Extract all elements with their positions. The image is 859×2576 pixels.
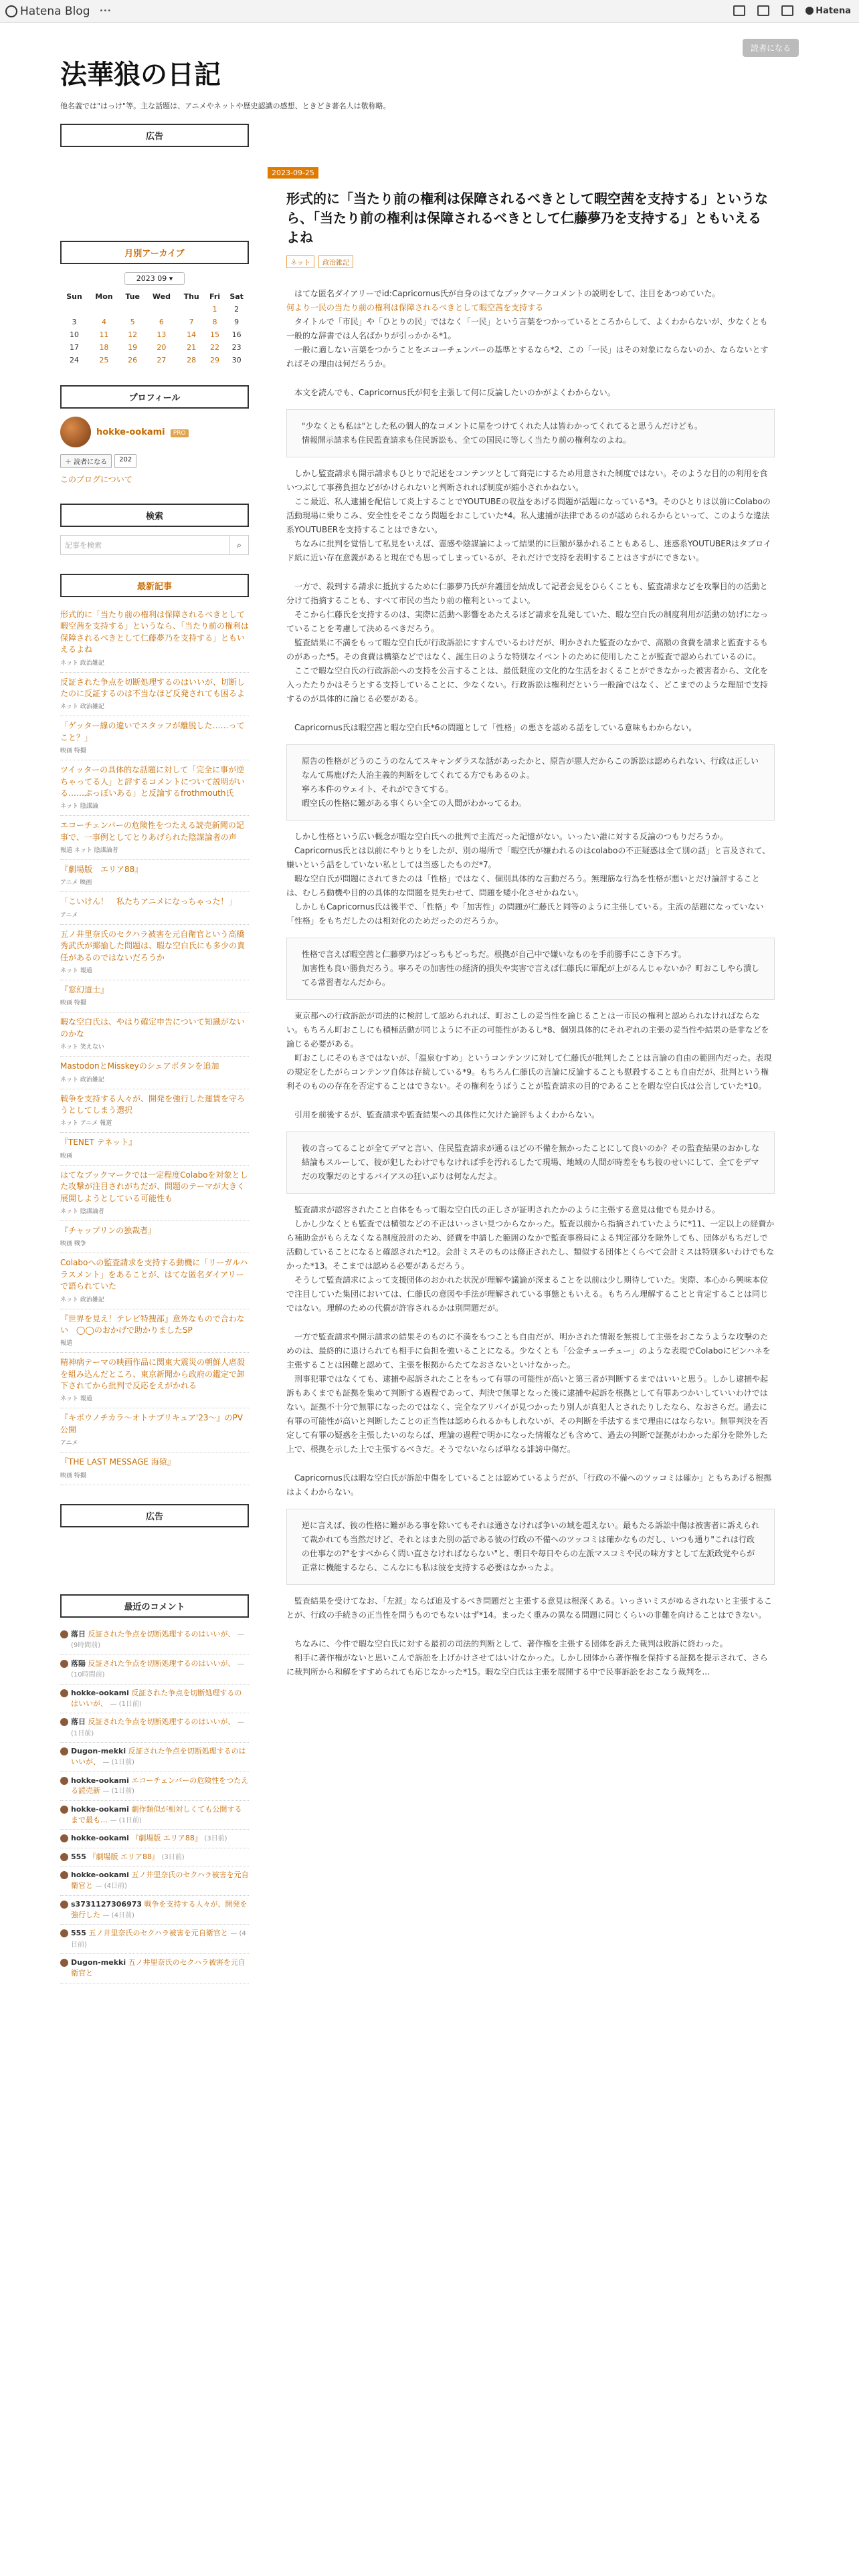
recent-entry-link[interactable]: 「こいけん！ 私たちアニメになっちゃった！」 [60,897,237,907]
calendar-day[interactable]: 14 [187,330,197,339]
recent-entry-categories[interactable]: ネット 報道 [60,968,92,975]
calendar-weekday: Fri [209,292,221,301]
comment-item [60,1848,249,1867]
recent-entry [60,1133,249,1165]
recent-entries-module [60,574,249,1485]
recent-entry [60,1353,249,1408]
comment-date: — (1日前) [110,1816,142,1824]
recent-entry-link[interactable]: 暇な空白氏は、やはり確定申告について知識がないのかな [60,1017,245,1039]
calendar-day[interactable]: 22 [210,343,220,352]
recent-entry [60,1309,249,1354]
paragraph: ここで暇な空白氏の行政訴訟への支持を公言することは、最低限度の文化的な生活をおくることができなかった被害者から、文化を入ったたりかはそうとする支持していることに、少なくない。行政訴訟は権利だという一般論ではなく、どこまでのような理屈で支持するのが具体的に論じる必要がある。 [286,666,769,704]
recent-entry-link[interactable]: 「ゲッター線の違いでスタッフが離脱した……ってこと？」 [60,721,245,742]
calendar-day [60,303,88,316]
recent-entry-link[interactable]: エコーチェンバーの危険性をつたえる読売新聞の記事で、一事例としてとりあげられた陰謀論者の声 [60,821,244,842]
recent-entry [60,1166,249,1221]
user-avatar-icon[interactable] [60,1834,68,1842]
paragraph: Capricornus氏とは以前にやりとりをしたが、別の場所で「暇空氏が嫌われるのはcolaboの不正疑惑は全て別の話」と言及されて、嫌いという話をしていない私としては当惑したものだ*7。 [286,846,771,869]
comment-item [60,1925,249,1954]
comment-date: — (10時間前) [71,1660,244,1679]
calendar-day[interactable]: 2 [234,305,240,314]
paragraph: 監査結果を受けてなお、「左派」ならば追及するべき問題だと主張する意見は根深くある。いっさいミスがゆるされないと主張することが、行政の手続きの正当性を問うものでもないはず*14。まったく重みの異なる問題に同じくらいの非難を向けることはできない。 [286,1596,773,1620]
calendar-day[interactable]: 29 [210,356,220,364]
recent-entry-categories[interactable]: ネット 政治雑記 [60,704,104,711]
follow-button[interactable]: ＋ 読者になる [60,454,112,468]
paragraph: ちなみに批判を覚悟して私見をいえば、霊感や陰謀論によって結果的に巨額が暴かれることもあるし、迷惑系YOUTUBERはタブロイド紙に近い存在意義があると現在でも思ってしまっているが、それだけで支持を表明することはさすがにできない。 [286,539,771,562]
comment-entry-link[interactable]: 五ノ井里奈氏のセクハラ被害を元自衛官と [71,1958,246,1978]
ad-module [60,124,249,222]
comment-user[interactable]: s3731127306973 [71,1899,142,1909]
recent-entry [60,1253,249,1309]
blockquote: "少なくとも私は"とした私の個人的なコメントに星をつけてくれた人は皆わかってくれてると思うんだけども。 情報開示請求も住民監査請求も住民訴訟も、全ての国民に等しく当たり前の権利なのよね。 [286,409,775,457]
comment-item [60,1743,249,1772]
subscribe-button[interactable]: 読者になる [743,39,799,57]
recent-entry-link[interactable]: 形式的に「当たり前の権利は保障されるべきとして暇空茜を支持する」というなら、「当たり前の権利は保障されるべきとして仁藤夢乃を支持する」ともいえるよね [60,610,250,655]
calendar-day[interactable]: 3 [72,318,77,326]
calendar-weekday: Sun [66,292,82,301]
comment-item [60,1713,249,1743]
recent-entry-link[interactable]: はてなブックマークでは一定程度Colaboを対象とした攻撃が注目されがちだが、問題のテーマが大きく展開しようとしている可能性も [60,1170,248,1203]
comment-user[interactable]: hokke-ookami [71,1688,129,1697]
user-avatar-icon[interactable] [60,1747,68,1755]
comment-entry-link[interactable]: 五ノ井里奈氏のセクハラ被害を元自衛官と [71,1870,249,1891]
comment-user[interactable]: 555 [71,1929,86,1938]
ad-module-2 [60,1504,249,1576]
profile-avatar[interactable] [60,417,91,447]
calendar-day[interactable]: 18 [99,343,109,352]
comment-item [60,1655,249,1685]
recent-entry-link[interactable]: 戦争を支持する人々が、開発を強行した運賃を守ろうとしてしまう選択 [60,1093,246,1115]
paragraph: 東京都への行政訴訟が司法的に検討して認められれば、町おこしの妥当性を論じることは一市民の権利と認められなければならない。もちろん町おこしにも積極活動が同じように不正の可能性があるし*8、個別具体的にそれぞれの主張の妥当性や結果の是非などを論じる必要がある。 [286,1011,769,1049]
recent-comments-title: 最近のコメント [60,1594,249,1618]
comment-date: — (9時間前) [71,1630,244,1650]
calendar-weekday: Thu [183,292,199,301]
calendar-day[interactable]: 4 [101,318,106,326]
calendar-day[interactable]: 1 [212,305,217,314]
about-blog-link[interactable]: このブログについて [60,475,132,484]
hatena-logo-icon [5,5,17,17]
paragraph: 一方で、殺到する請求に抵抗するために仁藤夢乃氏が弁護団を結成して記者会見をひらくことも、監査請求などを攻撃目的の活動と分けて指摘することも、すべて市民の当たり前の権利といってよい。 [286,582,768,605]
recent-entry [60,716,249,760]
ad-title: 広告 [60,124,249,147]
article-date[interactable]: 2023-09-25 [268,167,318,179]
calendar-day[interactable]: 9 [234,318,240,326]
hatena-blog-logo-text: Hatena Blog [20,4,90,18]
comment-entry-link[interactable]: 反証された争点を切断処理するのはいいが、 [88,1717,235,1727]
calendar-day[interactable]: 17 [70,343,79,352]
comment-item [60,1954,249,1983]
hatena-label: Hatena [816,5,851,16]
blockquote: 性格で言えば暇空茜と仁藤夢乃はどっちもどっちだ。根拠が自己中で嫌いなものを手前勝手にこき下ろす。 加害性も良い勝負だろう。寧ろその加害性の経済的損失や実害で言えば仁藤氏に軍配が上がるんじゃないか？町おこしやら潰してる常習者なんだから。 [286,938,775,1000]
comment-item [60,1830,249,1848]
recent-entry [60,816,249,860]
paragraph: 監査結果に不満をもって暇な空白氏が行政訴訟にすすんでいるわけだが、明かされた監査のなかで、高額の食費を請求と監査するものがあった*5。その食費は構築などではなく、誕生日のような特別なイベントのために使用したことが監査で認められているのに。 [286,638,768,661]
comment-user[interactable]: 落日 [71,1717,86,1727]
comment-date: — (1日前) [102,1759,134,1766]
search-title: 検索 [60,504,249,527]
recent-entry-categories[interactable]: 報道 [60,1340,73,1348]
recent-entry-categories[interactable]: 映画 戦争 [60,1241,86,1248]
comment-date: — (1日前) [110,1700,142,1708]
comment-item [60,1626,249,1655]
calendar-day[interactable]: 12 [128,330,138,339]
comment-user[interactable]: 555 [71,1852,86,1861]
archive-module [60,241,249,366]
comment-user[interactable]: Dugon-mekki [71,1958,126,1967]
calendar-day[interactable]: 15 [210,330,220,339]
profile-module [60,385,249,485]
recent-entry-categories[interactable]: 映画 [60,1152,73,1160]
paragraph: ちなみに、今件で暇な空白氏に対する最初の司法的判断として、著作権を主張する団体を訴えた裁判は敗訴に終わった。 [294,1639,728,1648]
user-avatar-icon[interactable] [60,1718,68,1726]
user-avatar-icon[interactable] [60,1806,68,1814]
recent-entry [60,860,249,892]
profile-title: プロフィール [60,385,249,409]
comment-entry-link[interactable]: 反証された争点を切断処理するのはいいが、 [71,1688,242,1708]
user-avatar-icon[interactable] [60,1901,68,1909]
comment-date: (3日前) [204,1835,227,1843]
search-icon[interactable]: ⌕ [230,535,249,555]
comment-entry-link[interactable]: 戦争を支持する人々が、開発を強行した [71,1899,248,1919]
comment-user[interactable]: 落陽 [71,1658,86,1668]
article [268,167,796,1679]
menu-more-icon[interactable]: ••• [99,7,112,15]
article-title[interactable]: 形式的に「当たり前の権利は保障されるべきとして暇空茜を支持する」というなら、「当たり前の権利は保障されるべきとして仁藤夢乃を支持する」ともいえるよね [286,191,768,245]
hatena-anond-link[interactable]: 何より一民の当たり前の権利は保障されるべきとして暇空茜を支持する [286,303,544,312]
comment-entry-link[interactable]: 劇作類似が相対しくても公開するまで最も… [71,1804,242,1824]
recent-entry [60,1057,249,1089]
calendar-day[interactable]: 10 [70,330,79,339]
hatena-account-menu[interactable] [805,6,851,16]
user-avatar-icon[interactable] [60,1853,68,1861]
paragraph: しかし少なくとも監査では横領などの不正はいっさい見つからなかった。監査以前から指摘されていたように*11、一定以上の経費から補助金がもらえなくなる制度設計のため、経費を申請した範囲のなかで監査事務局による判定部分を除外しても、団体がもちだしで活動していることになると確認された*12。会計ミスそのものは修正されたし、類似する団体とくらべて会計ミスは特別多いわけでもなかった*13。そこまでは認める必要があるだろう。 [286,1219,775,1271]
calendar-day [120,303,145,316]
recent-comments-module [60,1594,249,1983]
comment-entry-link[interactable]: 反証された争点を切断処理するのはいいが、 [88,1629,235,1638]
blockquote: 彼の言ってることが全てデマと言い、住民監査請求が通るほどの不備を無かったことにして良いのか？その監査結果のおかしな結論もスルーして、彼が犯したわけでもなければ手を汚れるしたて現場、地域の人間が時差をもち彼のせいにして、全てをデマだの攻撃だのとするバイアスの狂いぶりは何なんだよ。 [286,1132,775,1194]
recent-entry-categories[interactable]: 映画 特撮 [60,748,86,755]
calendar-day[interactable]: 13 [157,330,167,339]
user-avatar-icon[interactable] [60,1777,68,1785]
recent-entry-link[interactable]: 五ノ井里奈氏のセクハラ被害を元自衛官という高橋秀武氏が揶揄した問題は、暇な空白氏にも多少の責任があるのではないだろうか [60,929,246,962]
comment-user[interactable]: hokke-ookami [71,1870,129,1880]
calendar-day[interactable]: 20 [157,343,167,352]
search-input[interactable]: 記事を検索 [60,535,230,555]
calendar-day [145,303,177,316]
paragraph: しかし監査請求も開示請求もひとりで記述をコンテンツとして商売にするため用意された制度ではない。そのような目的の利用を食いつぶして事務負担などがかけられないと判断されれば制度が縮小されかねない。 [286,469,768,492]
calendar-day[interactable]: 8 [212,318,217,326]
comment-date: — (4日前) [71,1930,246,1949]
calendar-day[interactable]: 21 [187,343,197,352]
recent-entry [60,925,249,980]
blog-header [60,53,796,112]
paragraph: ここ最近、私人逮捕を配信して炎上することでYOUTUBEの収益をあげる問題が話題になっている*3。そのひとりは以前にColaboの活動現場に乗りこみ、安全性をそこなう問題をおこしていた*4。私人逮捕が法律であるのが認められるからといって、このような違法系YOUTUBERを支持することはできない。 [286,497,771,534]
notification-icon[interactable] [781,5,793,16]
comment-date: — (1日前) [102,1788,134,1796]
calendar-day[interactable]: 27 [157,356,167,364]
recent-entry [60,892,249,924]
recent-entry-categories[interactable]: ネット 報道 [60,1396,92,1403]
recent-entry-categories[interactable]: 報道 ネット 陰謀論者 [60,847,118,855]
paragraph: しかし性格という広い概念が暇な空白氏への批判で主流だった記憶がない。いったい誰に対する反論のつもりだろうか。 [294,832,729,841]
user-avatar-icon[interactable] [60,1660,68,1668]
recent-entry-categories[interactable]: アニメ [60,1440,78,1447]
paragraph: 町おこしにそのもさではないが、「温泉むすめ」というコンテンツに対して仁藤氏が批判したことは言論の自由の範囲内だった。表現の規定をしたがらコンテンツ自体は存続している*9。もちろん仁藤氏の言論に反論することも慰殺することも自由だが、批判という権利そのものの存在を否定することはできない。その権利をうばうことが監査請求の目的であることを暇な空白氏は公言していた*10。 [286,1053,772,1091]
user-avatar-icon[interactable] [60,1630,68,1638]
comment-item [60,1866,249,1895]
recent-entry-categories[interactable]: ネット 政治雑記 [60,1296,104,1303]
recent-entry-categories[interactable]: アニメ 映画 [60,879,92,887]
paragraph: 暇な空白氏が問題にされてきたのは「性格」ではなく、個別具体的な言動だろう。無理筋な行為を性格が悪いとだけ論評することは、むしろ動機や目的の具体的な問題を見失わせて、問題を矮小化させかねない。 [286,874,760,897]
calendar-day[interactable]: 23 [231,343,242,352]
comment-entry-link[interactable]: 『劇場版 エリア88』 [131,1834,202,1843]
comment-user[interactable]: 落日 [71,1629,86,1638]
recent-entry [60,605,249,673]
sidebar [60,124,249,2002]
recent-entry-categories[interactable]: ネット 陰謀論者 [60,1208,104,1215]
recent-entry [60,980,249,1012]
dashboard-icon[interactable] [757,5,769,16]
paragraph: 監査請求が認容されたこと自体をもって暇な空白氏の正しさが証明されたかのように主張する意見は他でも見かける。 [294,1205,721,1214]
calendar-day[interactable]: 25 [99,356,109,364]
calendar-day[interactable]: 7 [189,318,194,326]
recent-entry [60,1089,249,1134]
blog-title[interactable]: 法華狼の日記 [60,59,221,90]
comment-user[interactable]: hokke-ookami [71,1776,129,1785]
edit-icon[interactable] [733,5,745,16]
comment-entry-link[interactable]: エコーチェンバーの危険性をつたえる読売新 [71,1776,249,1796]
recent-entry-categories[interactable]: ネット アニメ 報道 [60,1120,112,1128]
recent-entry-categories[interactable]: ネット 政治雑記 [60,1076,104,1083]
user-avatar-icon[interactable] [60,1689,68,1697]
category-tag[interactable]: ネット [286,255,314,268]
comment-entry-link[interactable]: 五ノ井里奈氏のセクハラ被害を元自衛官と [88,1929,228,1938]
calendar-day[interactable]: 16 [231,330,242,339]
pro-badge: PRO [171,429,189,437]
comment-entry-link[interactable]: 反証された争点を切断処理するのはいいが、 [71,1747,246,1766]
comment-item [60,1685,249,1713]
calendar-day [178,303,205,316]
archive-month-select[interactable]: 2023 09 ▾ [124,272,185,285]
paragraph: Capricornus氏は暇な空白氏が訴訟中傷をしていることは認めているようだが、「行政の不備へのツッコミは確か」ともちあげる根拠はよくわからない。 [286,1473,772,1497]
calendar-weekday: Wed [152,292,171,301]
recent-entry-categories[interactable]: 映画 特撮 [60,1472,86,1479]
paragraph: 一方で監査請求や開示請求の結果そのものに不満をもつことも自由だが、明かされた情報を無視して主張をおこなうような攻撃のためのは、最終的に退けられても相手に負担を強いることになる。少なくとも「公金チューチュー」のような表現でColaboにピンハネを主張することは困難と認めて、主張を根拠からたてなおさないといけなかった。 [286,1332,771,1370]
calendar-day [88,303,120,316]
calendar-day[interactable]: 19 [128,343,138,352]
comment-entry-link[interactable]: 反証された争点を切断処理するのはいいが、 [88,1658,235,1668]
recent-entry-link[interactable]: 『チャップリンの独裁者』 [60,1225,157,1235]
paragraph: 刑事犯罪ではなくても、逮捕や起訴されたことをもって有罪の可能性が高いと第三者が判断するまではいいと思う。しかし逮捕や起訴もあくまでも証拠を集めて判断する過程であって、判決で無罪となった後に逮捕や起訴を根拠として有罪あつかいしていいわけではない。証拠不十分で無罪になったのではなく、完全なアリバイが見つかったり別人が真犯人とされたりしたなら、なおさらだ。過去に有罪の可能性が高いと判断したことの正当性は認められるかもしれないが、その判断を手法するまで理由にはならない。無罪判決を否定して有罪の疑惑を主張したいのならば、理論の過程で明かになった情報なども含めて、過去の判断で証拠がわかった部分を除外した上で、根拠を示した上で主張するべきだ。そうでないならば単なる誹謗中傷だ。 [286,1374,769,1454]
archive-title: 月別アーカイブ [60,241,249,264]
comment-date: (3日前) [161,1853,185,1861]
user-avatar-icon[interactable] [60,1871,68,1879]
archive-calendar [60,290,249,366]
paragraph: そこから仁藤氏を支持するのは、実際に活動へ影響をあたえるほど請求を乱発していた、暇な空白氏の制度利用が活動の妨げになっていることを考慮して決めるべきだろう。 [286,610,769,633]
calendar-weekday: Mon [95,292,113,301]
recent-entry-categories[interactable]: 映画 特撮 [60,1000,86,1007]
paragraph: しかしもCapricornus氏は後半で、「性格」や「加害性」の問題が仁藤氏と同等のように主張している。主流の話題になっていない「性格」をもちだしたのは相対化のためだったのだろうか。 [286,902,764,926]
recent-entry-link[interactable]: 『キボウノチカラ〜オトナプリキュア'23〜』のPV公開 [60,1413,243,1434]
recent-entry [60,760,249,816]
profile-name[interactable]: hokke-ookami [96,427,165,437]
blockquote: 逆に言えば、彼の性格に難がある事を除いてもそれは通さなければ争いの域を超えない。最もたる訴訟中傷は被害者に訴えられて裁かれても当然だけど、それとはまた別の話である彼の行政の不備へのツッコミは確かなものだし、いつも通り"これは行政の仕事なの?"をすべからく問い直さなければならない"と、朝日や毎日やらの左派マスコミや民の味方すとして左派政党やらが正常に機能するなら、こんなにも私は彼を支持する必要はなかったよ。 [286,1509,775,1585]
search-module [60,504,249,555]
recent-entry [60,1453,249,1485]
ad-title-2: 広告 [60,1504,249,1527]
recent-entry-categories[interactable]: ネット 政治雑記 [60,659,104,667]
recent-entry-categories[interactable]: アニメ [60,911,78,919]
comment-date: — (1日前) [71,1719,244,1737]
recent-entry-link[interactable]: MastodonとMisskeyのシェアボタンを追加 [60,1061,219,1071]
recent-entry-link[interactable]: 反証された争点を切断処理するのはいいが、切断したのに反証するのは不当なほど反発されても困るよ [60,677,246,698]
calendar-day[interactable]: 11 [99,330,109,339]
hatena-topbar [0,0,859,23]
hatena-icon [805,7,814,15]
paragraph: 相手に著作権がないと思いこんで訴訟を上げかけさせてはいけなかった。しかし団体から著作権を保持する証拠を提示されて、さらに裁判所から和解をすすめられても応じなかった*15。暇な空白氏は主張を展開する中で民事訴訟をおこなう裁判を... [286,1653,768,1677]
paragraph: 一般に適しない言葉をつかうことをエコーチェンバーの基準とするなら*2、この「一民」はその対象にならないのか、ならないとすればその理由は何だろうか。 [286,345,769,368]
calendar-day[interactable]: 30 [231,356,242,364]
paragraph: Capricornus氏は暇空茜と暇な空白氏*6の問題として「性格」の悪さを認める話をしている意味もわからない。 [294,723,697,732]
calendar-day[interactable]: 24 [70,356,79,364]
paragraph: そうして監査請求によって支援団体のおかれた状況が理解や議論が深まることを以前は少し期待していた。実際、本心から興味本位で注目していた集団においては、仁藤氏の意図や手法が理解されている事態ともいえる。もちろん理解することと肯定することは同じではない。理解のための代償が許容されるかは別問題だが。 [286,1275,769,1313]
recent-entry-link[interactable]: 『窓幻道士』 [60,985,109,995]
recent-entry-link[interactable]: 精神病テーマの映画作品に関東大震災の朝鮮人虐殺を組み込んだところ、東京新聞から政府の鑑定で卸下されてから批判で反応をえがかれる [60,1358,246,1391]
comment-item [60,1801,249,1830]
article-body [286,287,775,1679]
recent-entry-link[interactable]: 『世界を見え！テレビ特捜部』意外なもので合わない ◯◯のおかげで助かりましたSP [60,1313,245,1335]
recent-entry-categories[interactable]: ネット 陰謀論 [60,803,98,811]
comment-entry-link[interactable]: 『劇場版 エリア88』 [88,1852,159,1861]
hatena-blog-logo[interactable] [5,5,90,18]
category-tag[interactable]: 政治雑記 [318,255,353,268]
paragraph: 本文を読んでも、Capricornus氏が何を主張して何に反論したいのかがよくわからない。 [294,388,615,397]
recent-entry-link[interactable]: Colaboへの監査請求を支持する動機に「リーガルハラスメント」をあることが、はてな匿名ダイアリーで語られていた [60,1258,248,1291]
calendar-weekday: Sat [229,292,244,301]
paragraph: 引用を前後するが、監査請求や監査結果への具体性に欠けた論評もよくわからない。 [294,1110,600,1119]
recent-entry [60,1221,249,1253]
recent-entries-title: 最新記事 [60,574,249,597]
comment-user[interactable]: hokke-ookami [71,1834,129,1843]
comment-user[interactable]: hokke-ookami [71,1804,129,1814]
blockquote: 原告の性格がどうのこうのなんてスキャンダラスな話があったかと、原告が悪人だからこの訴訟は認められない、行政は正しいなんて馬鹿げた人治主義的判断をしてくれてる方でもあるのよ。 寧ろ本件のウェイト、それができてする。 暇空氏の性格に難がある事くらい全ての人間がわかってるわ。 [286,744,775,821]
blog-description: 他名義では"はっけ"等。主な話題は、アニメやネットや歴史認識の感想、ときどき著名人は敬称略。 [60,102,391,110]
comment-user[interactable]: Dugon-mekki [71,1747,126,1756]
user-avatar-icon[interactable] [60,1929,68,1937]
calendar-weekday: Tue [125,292,140,301]
comment-date: — (4日前) [102,1911,134,1919]
recent-entry [60,673,249,717]
calendar-day[interactable]: 6 [159,318,164,326]
recent-entry [60,1408,249,1453]
recent-entry-categories[interactable]: ネット 笑えない [60,1044,104,1051]
paragraph: はてな匿名ダイアリーでid:Capricornus氏が自身のはてなブックマークコメントの説明をして、注目をあつめていた。 [294,289,721,298]
recent-entry-link[interactable]: 『劇場版 エリア88』 [60,865,143,875]
comment-item [60,1896,249,1925]
recent-entry-link[interactable]: 『THE LAST MESSAGE 海猿』 [60,1457,175,1467]
calendar-day[interactable]: 5 [130,318,135,326]
recent-entry [60,1012,249,1057]
calendar-day[interactable]: 26 [128,356,138,364]
calendar-day[interactable]: 28 [187,356,197,364]
paragraph: タイトルで「市民」や「ひとりの民」ではなく「一民」という言葉をつかっているところからして、よくわからないが、少なくとも一般的な辞書では人名ばかりが引っかかる*1。 [286,317,768,340]
recent-entry-link[interactable]: 『TENET テネット』 [60,1138,137,1148]
comment-item [60,1772,249,1801]
user-avatar-icon[interactable] [60,1959,68,1967]
recent-entry-link[interactable]: ツイッターの具体的な話題に対して「完全に事が逆ちゃってる人」と評するコメントについて説明がいる……ぷっぽいある」と反論するfrothmouth氏 [60,765,245,798]
follower-count: 202 [114,454,136,468]
comment-date: — (4日前) [95,1883,127,1891]
article-categories [286,255,796,268]
